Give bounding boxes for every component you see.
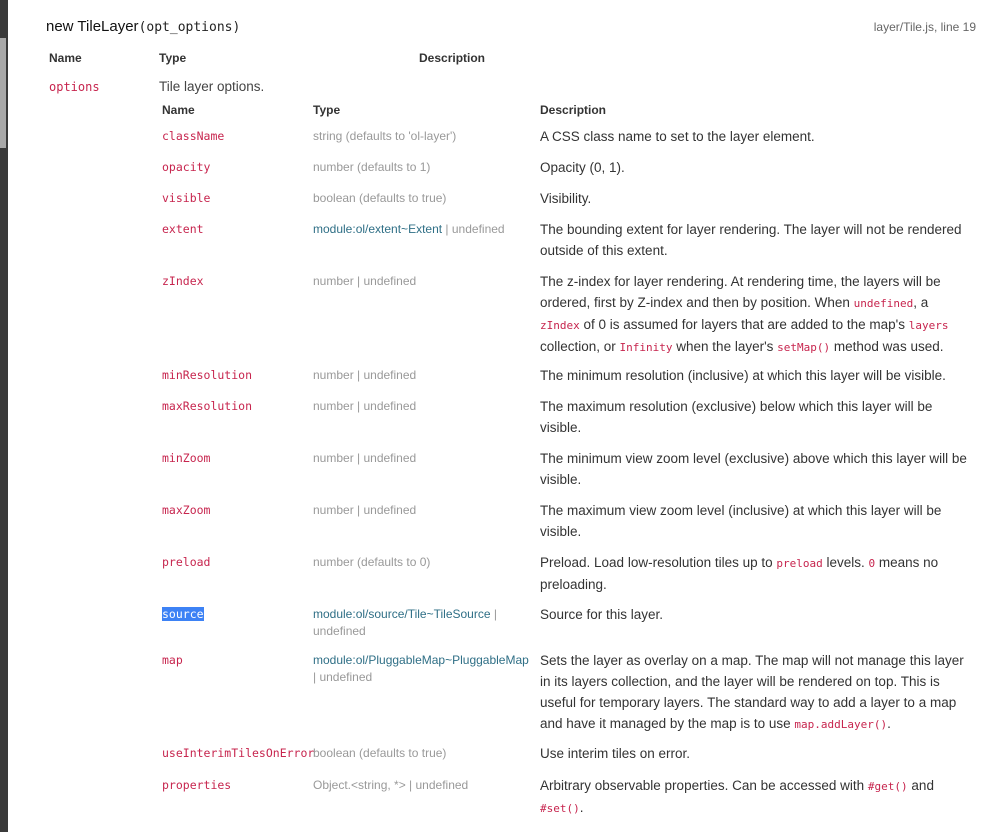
inline-code: layers — [908, 319, 949, 332]
inline-code: undefined — [853, 297, 914, 310]
option-description: A CSS class name to set to the layer element. — [540, 129, 815, 144]
option-type: string (defaults to 'ol-layer') — [313, 129, 457, 143]
inline-code: Infinity — [619, 341, 673, 354]
inline-code: zIndex — [540, 319, 580, 332]
option-name — [162, 222, 204, 236]
description-text: Sets the layer as overlay on a map. The map will not manage this layer in its layers collection, and the layer will be rendered on top. This is useful for temporary layers. The standard way to add a layer to a map and have it managed by the map is to use — [540, 653, 964, 731]
option-description: Opacity (0, 1). — [540, 160, 625, 175]
option-name — [162, 191, 210, 205]
method-signature — [46, 18, 240, 35]
option-name-text: opacity — [162, 160, 211, 174]
signature-params: (opt_options) — [138, 20, 241, 35]
option-type: number | undefined — [313, 503, 417, 517]
option-name — [162, 451, 210, 465]
option-name — [162, 555, 210, 569]
option-description: The minimum resolution (inclusive) at which this layer will be visible. — [540, 368, 946, 383]
description-text: and — [907, 778, 934, 793]
option-name — [162, 129, 224, 143]
param-options-name: options — [49, 80, 100, 94]
option-type: Object.<string, *> | undefined — [313, 778, 469, 792]
option-name-text: zIndex — [162, 274, 204, 288]
subheader-type: Type — [313, 103, 341, 117]
inline-code: #get() — [867, 780, 908, 793]
left-gutter — [0, 0, 8, 832]
option-description — [540, 650, 970, 735]
type-link[interactable]: module:ol/extent~Extent — [313, 222, 443, 236]
option-name-text: minResolution — [162, 368, 253, 382]
header-type: Type — [159, 51, 187, 65]
option-name-text: className — [162, 129, 225, 143]
description-text: method was used. — [830, 339, 944, 354]
type-rest: | undefined — [313, 670, 373, 684]
param-options-description: Tile layer options. — [159, 79, 265, 94]
sidebar-scrollbar-thumb[interactable] — [0, 38, 6, 148]
option-name-text: extent — [162, 222, 204, 236]
option-name — [162, 368, 252, 382]
description-text: of 0 is assumed for layers that are added to the map's — [579, 317, 909, 332]
option-type: number (defaults to 1) — [313, 160, 431, 174]
option-type: number | undefined — [313, 274, 417, 288]
option-type: number | undefined — [313, 451, 417, 465]
source-reference-link[interactable]: layer/Tile.js, line 19 — [873, 20, 976, 34]
description-text: . — [579, 800, 584, 815]
type-link[interactable]: module:ol/PluggableMap~PluggableMap — [313, 653, 529, 667]
option-description: The minimum view zoom level (exclusive) above which this layer will be visible. — [540, 451, 967, 487]
description-text: collection, or — [540, 339, 620, 354]
inline-code: preload — [776, 557, 823, 570]
option-type: boolean (defaults to true) — [313, 191, 447, 205]
option-name — [162, 274, 204, 288]
option-description: Source for this layer. — [540, 607, 664, 622]
option-type — [313, 221, 535, 238]
header-description: Description — [419, 51, 486, 65]
description-text: . — [887, 716, 891, 731]
option-name-text: visible — [162, 191, 211, 205]
option-type: number | undefined — [313, 399, 417, 413]
subheader-description: Description — [540, 103, 607, 117]
inline-code: map.addLayer() — [794, 718, 888, 731]
option-name — [162, 160, 210, 174]
option-type: number (defaults to 0) — [313, 555, 431, 569]
description-text: , a — [913, 295, 929, 310]
signature-prefix: new — [46, 18, 78, 35]
description-text: levels. — [822, 555, 869, 570]
option-name — [162, 778, 231, 792]
option-description: Visibility. — [540, 191, 592, 206]
option-name-text: maxZoom — [162, 503, 211, 517]
subheader-name: Name — [162, 103, 195, 117]
option-name-text: preload — [162, 555, 211, 569]
option-description — [540, 271, 970, 358]
description-text: when the layer's — [672, 339, 778, 354]
option-name — [162, 607, 204, 621]
signature-name: TileLayer — [77, 18, 139, 35]
option-description: Use interim tiles on error. — [540, 746, 691, 761]
inline-code: setMap() — [777, 341, 831, 354]
inline-code: 0 — [868, 557, 876, 570]
type-link[interactable]: module:ol/source/Tile~TileSource — [313, 607, 491, 621]
header-name: Name — [49, 51, 82, 65]
option-name-text: useInterimTilesOnError — [162, 746, 315, 760]
option-name-text: properties — [162, 778, 232, 792]
inline-code: #set() — [540, 802, 580, 815]
option-description: The bounding extent for layer rendering. The layer will not be rendered outside of this extent. — [540, 222, 962, 258]
option-name-text: map — [162, 653, 183, 667]
description-text: means no preloading. — [540, 555, 939, 592]
type-rest: | undefined — [313, 607, 497, 638]
option-description: The maximum view zoom level (inclusive) at which this layer will be visible. — [540, 503, 942, 539]
description-text: Preload. Load low-resolution tiles up to — [540, 555, 777, 570]
option-type: boolean (defaults to true) — [313, 746, 447, 760]
option-description — [540, 552, 970, 595]
description-text: Arbitrary observable properties. Can be accessed with — [540, 778, 868, 793]
option-type — [313, 606, 535, 640]
option-name — [162, 746, 314, 760]
option-name-text: minZoom — [162, 451, 211, 465]
option-name — [162, 399, 252, 413]
description-text: The z-index for layer rendering. At rendering time, the layers will be ordered, first by Z-index and then by position. When — [540, 274, 941, 310]
type-rest: | undefined — [442, 222, 505, 236]
option-name-text: source — [162, 607, 204, 621]
option-name — [162, 653, 183, 667]
option-description: The maximum resolution (exclusive) below which this layer will be visible. — [540, 399, 933, 435]
option-type — [313, 652, 535, 686]
option-type: number | undefined — [313, 368, 417, 382]
option-description — [540, 775, 970, 819]
option-name-text: maxResolution — [162, 399, 253, 413]
option-name — [162, 503, 210, 517]
